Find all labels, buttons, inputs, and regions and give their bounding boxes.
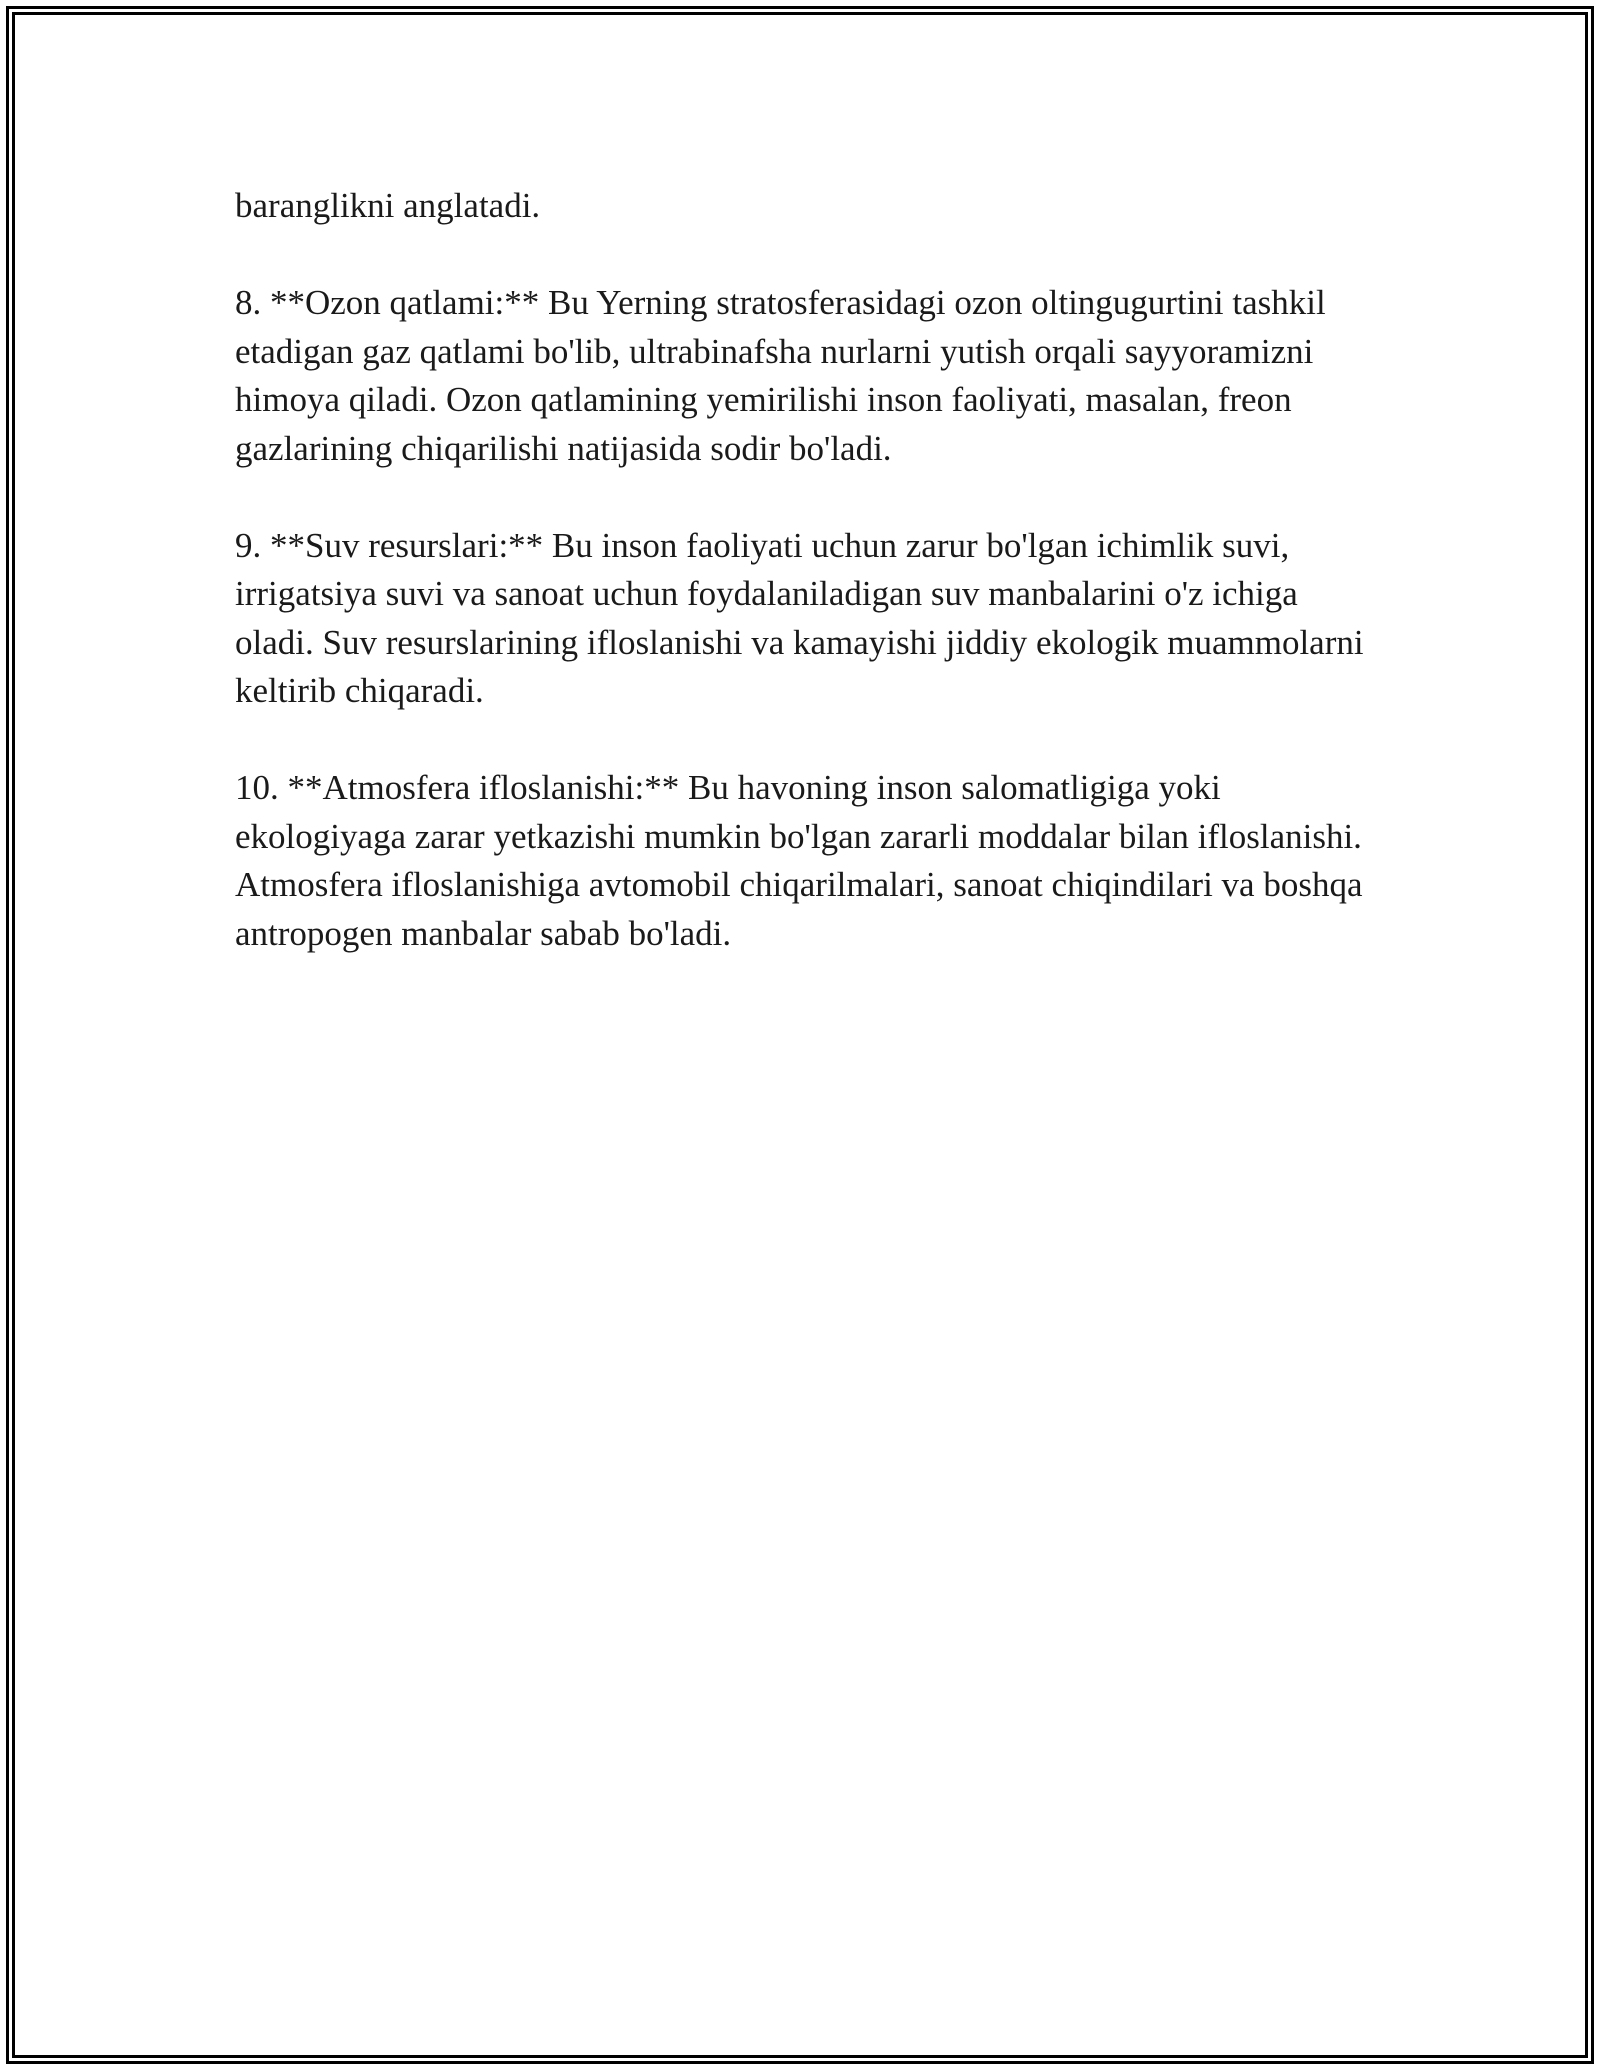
document-body <box>235 182 1375 1007</box>
paragraph-continuation: baranglikni anglatadi. <box>235 186 541 225</box>
paragraph-item-9-water-resources: 9. **Suv resurslari:** Bu inson faoliyati uchun zarur bo'lgan ichimlik suvi, irrigatsiya suvi va sanoat uchun foydalaniladigan suv manbalarini o'z ichiga oladi. Suv resurslarining ifloslanishi va kamayishi jiddiy ekologik muammolarni keltirib chiqaradi. <box>235 525 1364 710</box>
paragraph-item-10-air-pollution: 10. **Atmosfera ifloslanishi:** Bu havoning inson salomatligiga yoki ekologiyaga zarar yetkazishi mumkin bo'lgan zararli moddalar bilan ifloslanishi. Atmosfera ifloslanishiga avtomobil chiqarilmalari, sanoat chiqindilari va boshqa antropogen manbalar sabab bo'ladi. <box>235 768 1363 953</box>
paragraph-item-8-ozone-layer: 8. **Ozon qatlami:** Bu Yerning stratosferasidagi ozon oltingugurtini tashkil etadigan gaz qatlami bo'lib, ultrabinafsha nurlarni yutish orqali sayyoramizni himoya qiladi. Ozon qatlamining yemirilishi inson faoliyati, masalan, freon gazlarining chiqarilishi natijasida sodir bo'ladi. <box>235 283 1326 468</box>
